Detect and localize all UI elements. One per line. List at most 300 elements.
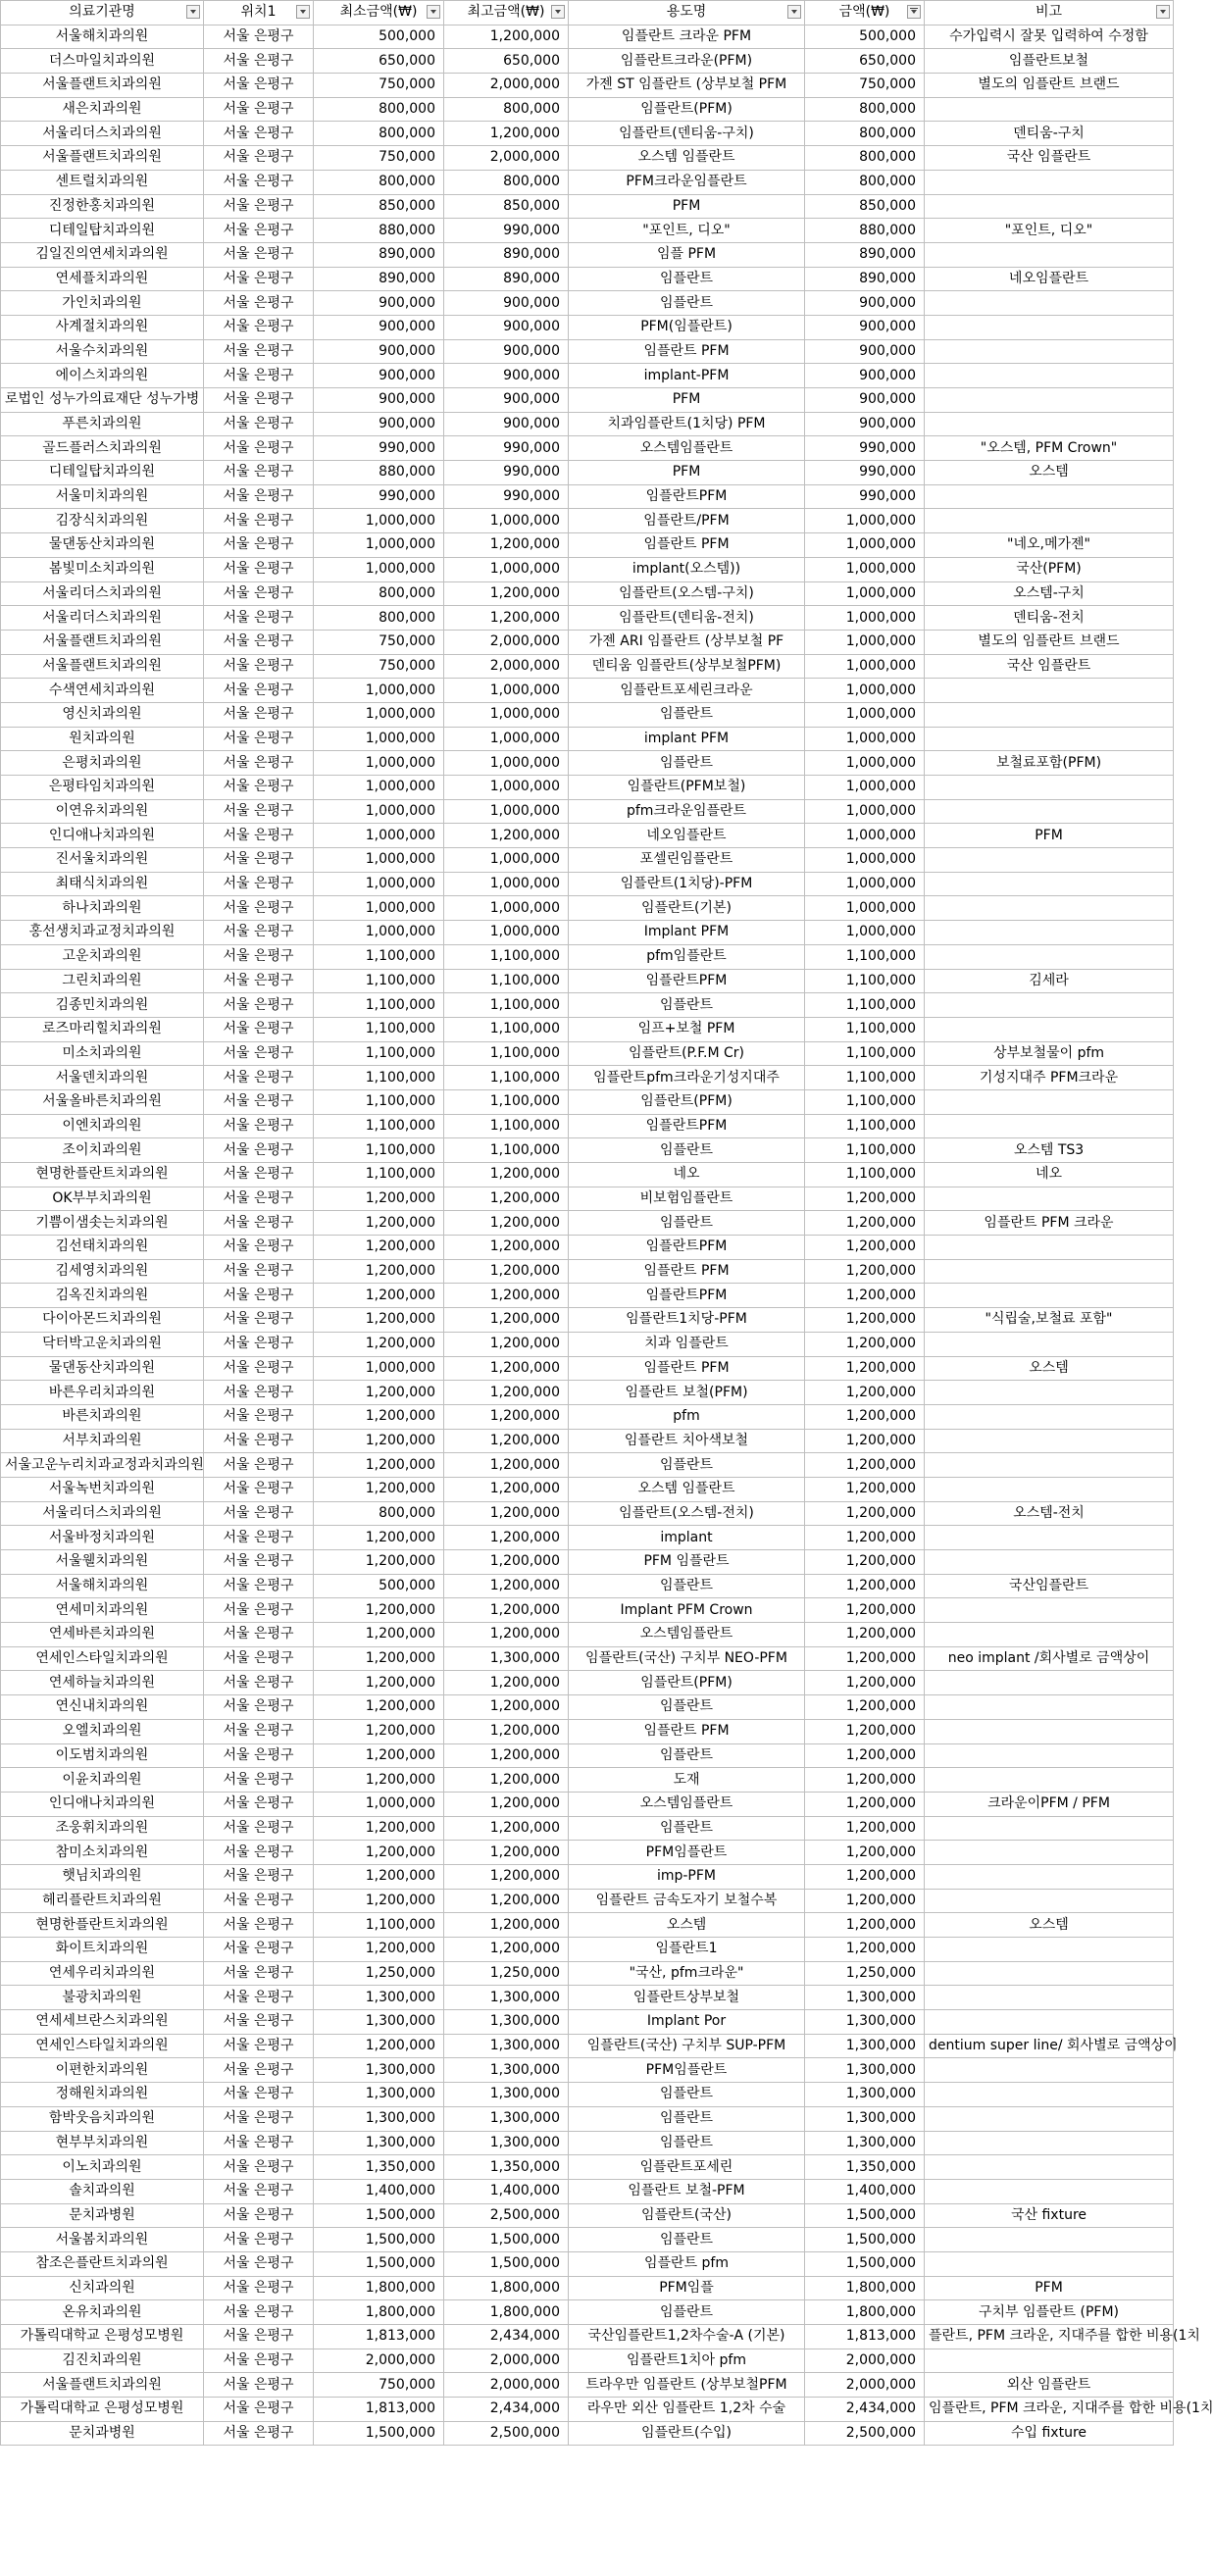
note-cell[interactable] xyxy=(925,1404,1174,1429)
min-price-cell[interactable]: 1,200,000 xyxy=(314,1404,444,1429)
location-cell[interactable]: 서울 은평구 xyxy=(204,2106,314,2131)
usage-cell[interactable]: 덴티움 임플란트(상부보철PFM) xyxy=(569,654,805,679)
hospital-name-cell[interactable]: 서울플랜트치과의원 xyxy=(1,630,204,654)
amount-cell[interactable]: 1,000,000 xyxy=(805,606,925,631)
hospital-name-cell[interactable]: 조이치과의원 xyxy=(1,1138,204,1163)
note-cell[interactable] xyxy=(925,2251,1174,2276)
min-price-cell[interactable]: 1,200,000 xyxy=(314,1623,444,1647)
usage-cell[interactable]: 임플란트 xyxy=(569,751,805,776)
note-cell[interactable] xyxy=(925,339,1174,364)
min-price-cell[interactable]: 1,500,000 xyxy=(314,2421,444,2446)
max-price-cell[interactable]: 900,000 xyxy=(444,291,569,316)
min-price-cell[interactable]: 1,100,000 xyxy=(314,944,444,969)
usage-cell[interactable]: 임플란트 xyxy=(569,993,805,1018)
usage-cell[interactable]: 임플란트(기본) xyxy=(569,896,805,921)
usage-cell[interactable]: Implant Por xyxy=(569,2010,805,2035)
location-cell[interactable]: 서울 은평구 xyxy=(204,364,314,388)
note-cell[interactable]: neo implant /회사별로 금액상이 xyxy=(925,1646,1174,1671)
min-price-cell[interactable]: 750,000 xyxy=(314,654,444,679)
location-cell[interactable]: 서울 은평구 xyxy=(204,1284,314,1308)
min-price-cell[interactable]: 1,000,000 xyxy=(314,727,444,751)
hospital-name-cell[interactable]: 새은치과의원 xyxy=(1,97,204,122)
usage-cell[interactable]: PFM크라운임플란트 xyxy=(569,170,805,194)
min-price-cell[interactable]: 1,200,000 xyxy=(314,2034,444,2058)
hospital-name-cell[interactable]: 사계절치과의원 xyxy=(1,315,204,339)
location-cell[interactable]: 서울 은평구 xyxy=(204,1938,314,1962)
hospital-name-cell[interactable]: 오엘치과의원 xyxy=(1,1719,204,1743)
max-price-cell[interactable]: 1,100,000 xyxy=(444,1041,569,1066)
location-cell[interactable]: 서울 은평구 xyxy=(204,969,314,993)
min-price-cell[interactable]: 1,100,000 xyxy=(314,993,444,1018)
amount-cell[interactable]: 1,100,000 xyxy=(805,1138,925,1163)
max-price-cell[interactable]: 1,200,000 xyxy=(444,1211,569,1236)
min-price-cell[interactable]: 1,200,000 xyxy=(314,1646,444,1671)
usage-cell[interactable]: pfm xyxy=(569,1404,805,1429)
amount-cell[interactable]: 1,250,000 xyxy=(805,1961,925,1986)
usage-cell[interactable]: 임플란트PFM xyxy=(569,1284,805,1308)
location-cell[interactable]: 서울 은평구 xyxy=(204,1211,314,1236)
hospital-name-cell[interactable]: 김진치과의원 xyxy=(1,2349,204,2373)
usage-cell[interactable]: 포셀린임플란트 xyxy=(569,848,805,873)
amount-cell[interactable]: 1,000,000 xyxy=(805,630,925,654)
location-cell[interactable]: 서울 은평구 xyxy=(204,1308,314,1333)
note-cell[interactable] xyxy=(925,170,1174,194)
amount-cell[interactable]: 1,200,000 xyxy=(805,1598,925,1623)
min-price-cell[interactable]: 1,250,000 xyxy=(314,1961,444,1986)
max-price-cell[interactable]: 1,200,000 xyxy=(444,1187,569,1211)
hospital-name-cell[interactable]: 고운치과의원 xyxy=(1,944,204,969)
amount-cell[interactable]: 880,000 xyxy=(805,219,925,243)
hospital-name-cell[interactable]: 연세인스타일치과의원 xyxy=(1,1646,204,1671)
amount-cell[interactable]: 1,100,000 xyxy=(805,1066,925,1090)
min-price-cell[interactable]: 1,200,000 xyxy=(314,1864,444,1889)
note-cell[interactable] xyxy=(925,1017,1174,1041)
min-price-cell[interactable]: 1,500,000 xyxy=(314,2228,444,2252)
location-cell[interactable]: 서울 은평구 xyxy=(204,1623,314,1647)
hospital-name-cell[interactable]: 연세하늘치과의원 xyxy=(1,1671,204,1695)
max-price-cell[interactable]: 1,000,000 xyxy=(444,727,569,751)
location-cell[interactable]: 서울 은평구 xyxy=(204,1138,314,1163)
min-price-cell[interactable]: 1,200,000 xyxy=(314,1938,444,1962)
location-cell[interactable]: 서울 은평구 xyxy=(204,1114,314,1138)
usage-cell[interactable]: 임플란트PFM xyxy=(569,969,805,993)
hospital-name-cell[interactable]: 문치과병원 xyxy=(1,2203,204,2228)
usage-cell[interactable]: implant xyxy=(569,1526,805,1550)
min-price-cell[interactable]: 2,000,000 xyxy=(314,2349,444,2373)
hospital-name-cell[interactable]: 인디애나치과의원 xyxy=(1,824,204,848)
max-price-cell[interactable]: 1,200,000 xyxy=(444,1477,569,1501)
amount-cell[interactable]: 1,000,000 xyxy=(805,799,925,824)
location-cell[interactable]: 서울 은평구 xyxy=(204,2251,314,2276)
usage-cell[interactable]: 임플란트pfm크라운기성지대주 xyxy=(569,1066,805,1090)
location-cell[interactable]: 서울 은평구 xyxy=(204,921,314,945)
location-cell[interactable]: 서울 은평구 xyxy=(204,1017,314,1041)
location-cell[interactable]: 서울 은평구 xyxy=(204,1671,314,1695)
max-price-cell[interactable]: 1,200,000 xyxy=(444,1623,569,1647)
amount-cell[interactable]: 1,200,000 xyxy=(805,1646,925,1671)
hospital-name-cell[interactable]: 김선태치과의원 xyxy=(1,1236,204,1260)
note-cell[interactable]: PFM xyxy=(925,2276,1174,2300)
usage-cell[interactable]: 임플란트 xyxy=(569,702,805,727)
note-cell[interactable] xyxy=(925,2106,1174,2131)
hospital-name-cell[interactable]: 정해원치과의원 xyxy=(1,2083,204,2107)
usage-cell[interactable]: 임플란트 xyxy=(569,2106,805,2131)
location-cell[interactable]: 서울 은평구 xyxy=(204,461,314,485)
note-cell[interactable]: 상부보철물이 pfm xyxy=(925,1041,1174,1066)
hospital-name-cell[interactable]: 서울미치과의원 xyxy=(1,484,204,509)
hospital-name-cell[interactable]: 김세영치과의원 xyxy=(1,1259,204,1284)
note-cell[interactable]: "포인트, 디오" xyxy=(925,219,1174,243)
amount-cell[interactable]: 1,200,000 xyxy=(805,1889,925,1913)
min-price-cell[interactable]: 750,000 xyxy=(314,630,444,654)
note-cell[interactable] xyxy=(925,1961,1174,1986)
note-cell[interactable]: 크라운이PFM / PFM xyxy=(925,1792,1174,1816)
min-price-cell[interactable]: 800,000 xyxy=(314,97,444,122)
location-cell[interactable]: 서울 은평구 xyxy=(204,339,314,364)
location-cell[interactable]: 서울 은평구 xyxy=(204,242,314,267)
note-cell[interactable] xyxy=(925,1598,1174,1623)
note-cell[interactable]: 국산 fixture xyxy=(925,2203,1174,2228)
location-cell[interactable]: 서울 은평구 xyxy=(204,1526,314,1550)
min-price-cell[interactable]: 1,350,000 xyxy=(314,2155,444,2180)
hospital-name-cell[interactable]: 헤리플란트치과의원 xyxy=(1,1889,204,1913)
min-price-cell[interactable]: 1,000,000 xyxy=(314,751,444,776)
usage-cell[interactable]: 치과임플란트(1치당) PFM xyxy=(569,412,805,436)
note-cell[interactable] xyxy=(925,727,1174,751)
max-price-cell[interactable]: 2,000,000 xyxy=(444,146,569,171)
amount-cell[interactable]: 1,200,000 xyxy=(805,1308,925,1333)
amount-cell[interactable]: 1,800,000 xyxy=(805,2276,925,2300)
note-cell[interactable] xyxy=(925,1768,1174,1793)
note-cell[interactable]: 수입 fixture xyxy=(925,2421,1174,2446)
amount-cell[interactable]: 1,100,000 xyxy=(805,1089,925,1114)
usage-cell[interactable]: 임플란트 xyxy=(569,1743,805,1768)
usage-cell[interactable]: 가젠 ST 임플란트 (상부보철 PFM xyxy=(569,74,805,98)
header-max-price[interactable]: 최고금액(₩) xyxy=(444,1,569,25)
usage-cell[interactable]: PFM 임플란트 xyxy=(569,1550,805,1575)
hospital-name-cell[interactable]: 최태식치과의원 xyxy=(1,872,204,896)
hospital-name-cell[interactable]: 연세플치과의원 xyxy=(1,267,204,291)
amount-cell[interactable]: 750,000 xyxy=(805,74,925,98)
location-cell[interactable]: 서울 은평구 xyxy=(204,1986,314,2010)
usage-cell[interactable]: 임플란트PFM xyxy=(569,484,805,509)
location-cell[interactable]: 서울 은평구 xyxy=(204,2325,314,2349)
filter-dropdown-icon[interactable] xyxy=(551,5,565,19)
note-cell[interactable]: 플란트, PFM 크라운, 지대주를 합한 비용(1치 xyxy=(925,2325,1174,2349)
amount-cell[interactable]: 1,200,000 xyxy=(805,1768,925,1793)
amount-cell[interactable]: 1,500,000 xyxy=(805,2228,925,2252)
usage-cell[interactable]: 오스템 xyxy=(569,1913,805,1938)
location-cell[interactable]: 서울 은평구 xyxy=(204,581,314,606)
amount-cell[interactable]: 1,500,000 xyxy=(805,2251,925,2276)
max-price-cell[interactable]: 1,200,000 xyxy=(444,1671,569,1695)
hospital-name-cell[interactable]: 하나치과의원 xyxy=(1,896,204,921)
usage-cell[interactable]: 임플란트(PFM) xyxy=(569,97,805,122)
usage-cell[interactable]: 임플란트(수입) xyxy=(569,2421,805,2446)
max-price-cell[interactable]: 800,000 xyxy=(444,170,569,194)
hospital-name-cell[interactable]: 김일진의연세치과의원 xyxy=(1,242,204,267)
max-price-cell[interactable]: 2,500,000 xyxy=(444,2203,569,2228)
amount-cell[interactable]: 1,200,000 xyxy=(805,1526,925,1550)
max-price-cell[interactable]: 1,100,000 xyxy=(444,1017,569,1041)
amount-cell[interactable]: 1,200,000 xyxy=(805,1211,925,1236)
max-price-cell[interactable]: 1,300,000 xyxy=(444,2106,569,2131)
note-cell[interactable] xyxy=(925,1332,1174,1356)
usage-cell[interactable]: PFM xyxy=(569,388,805,413)
usage-cell[interactable]: "포인트, 디오" xyxy=(569,219,805,243)
hospital-name-cell[interactable]: 솔치과의원 xyxy=(1,2179,204,2203)
min-price-cell[interactable]: 1,100,000 xyxy=(314,1041,444,1066)
usage-cell[interactable]: 임플란트 PFM xyxy=(569,1719,805,1743)
min-price-cell[interactable]: 1,300,000 xyxy=(314,2083,444,2107)
note-cell[interactable]: 덴티움-전치 xyxy=(925,606,1174,631)
min-price-cell[interactable]: 900,000 xyxy=(314,339,444,364)
max-price-cell[interactable]: 1,200,000 xyxy=(444,1768,569,1793)
usage-cell[interactable]: 임플란트(오스템-구치) xyxy=(569,581,805,606)
hospital-name-cell[interactable]: 서울플랜트치과의원 xyxy=(1,146,204,171)
note-cell[interactable] xyxy=(925,2010,1174,2035)
hospital-name-cell[interactable]: 디테일탑치과의원 xyxy=(1,219,204,243)
note-cell[interactable] xyxy=(925,1695,1174,1720)
usage-cell[interactable]: 오스템임플란트 xyxy=(569,1623,805,1647)
location-cell[interactable]: 서울 은평구 xyxy=(204,1477,314,1501)
note-cell[interactable] xyxy=(925,848,1174,873)
max-price-cell[interactable]: 1,300,000 xyxy=(444,2058,569,2083)
min-price-cell[interactable]: 650,000 xyxy=(314,49,444,74)
location-cell[interactable]: 서울 은평구 xyxy=(204,2058,314,2083)
location-cell[interactable]: 서울 은평구 xyxy=(204,170,314,194)
amount-cell[interactable]: 1,200,000 xyxy=(805,1356,925,1381)
location-cell[interactable]: 서울 은평구 xyxy=(204,776,314,800)
note-cell[interactable] xyxy=(925,1236,1174,1260)
location-cell[interactable]: 서울 은평구 xyxy=(204,1695,314,1720)
hospital-name-cell[interactable]: 연세세브란스치과의원 xyxy=(1,2010,204,2035)
max-price-cell[interactable]: 1,200,000 xyxy=(444,1332,569,1356)
max-price-cell[interactable]: 850,000 xyxy=(444,194,569,219)
location-cell[interactable]: 서울 은평구 xyxy=(204,484,314,509)
amount-cell[interactable]: 900,000 xyxy=(805,388,925,413)
usage-cell[interactable]: pfm크라운임플란트 xyxy=(569,799,805,824)
usage-cell[interactable]: 임플란트 xyxy=(569,2083,805,2107)
usage-cell[interactable]: 임플란트 xyxy=(569,1211,805,1236)
location-cell[interactable]: 서울 은평구 xyxy=(204,1841,314,1865)
min-price-cell[interactable]: 1,200,000 xyxy=(314,1381,444,1405)
amount-cell[interactable]: 1,200,000 xyxy=(805,1695,925,1720)
amount-cell[interactable]: 1,200,000 xyxy=(805,1236,925,1260)
location-cell[interactable]: 서울 은평구 xyxy=(204,824,314,848)
note-cell[interactable] xyxy=(925,315,1174,339)
usage-cell[interactable]: 임플란트PFM xyxy=(569,1236,805,1260)
note-cell[interactable] xyxy=(925,776,1174,800)
max-price-cell[interactable]: 1,000,000 xyxy=(444,557,569,581)
note-cell[interactable] xyxy=(925,896,1174,921)
amount-cell[interactable]: 1,000,000 xyxy=(805,824,925,848)
min-price-cell[interactable]: 1,200,000 xyxy=(314,1453,444,1478)
amount-cell[interactable]: 1,200,000 xyxy=(805,1743,925,1768)
hospital-name-cell[interactable]: 이연유치과의원 xyxy=(1,799,204,824)
amount-cell[interactable]: 1,100,000 xyxy=(805,969,925,993)
location-cell[interactable]: 서울 은평구 xyxy=(204,702,314,727)
hospital-name-cell[interactable]: 연세미치과의원 xyxy=(1,1598,204,1623)
amount-cell[interactable]: 650,000 xyxy=(805,49,925,74)
amount-cell[interactable]: 1,000,000 xyxy=(805,848,925,873)
amount-cell[interactable]: 1,200,000 xyxy=(805,1381,925,1405)
max-price-cell[interactable]: 1,200,000 xyxy=(444,1598,569,1623)
location-cell[interactable]: 서울 은평구 xyxy=(204,1187,314,1211)
note-cell[interactable] xyxy=(925,799,1174,824)
hospital-name-cell[interactable]: 그린치과의원 xyxy=(1,969,204,993)
hospital-name-cell[interactable]: 물댄동산치과의원 xyxy=(1,533,204,558)
hospital-name-cell[interactable]: 은평치과의원 xyxy=(1,751,204,776)
hospital-name-cell[interactable]: 신치과의원 xyxy=(1,2276,204,2300)
amount-cell[interactable]: 800,000 xyxy=(805,170,925,194)
usage-cell[interactable]: PFM임플란트 xyxy=(569,2058,805,2083)
usage-cell[interactable]: 임플란트상부보철 xyxy=(569,1986,805,2010)
header-hospital-name[interactable]: 의료기관명 xyxy=(1,1,204,25)
note-cell[interactable]: 오스템 xyxy=(925,461,1174,485)
note-cell[interactable] xyxy=(925,1284,1174,1308)
min-price-cell[interactable]: 1,500,000 xyxy=(314,2203,444,2228)
location-cell[interactable]: 서울 은평구 xyxy=(204,74,314,98)
max-price-cell[interactable]: 1,200,000 xyxy=(444,1526,569,1550)
hospital-name-cell[interactable]: 이편한치과의원 xyxy=(1,2058,204,2083)
min-price-cell[interactable]: 750,000 xyxy=(314,146,444,171)
note-cell[interactable]: 국산(PFM) xyxy=(925,557,1174,581)
location-cell[interactable]: 서울 은평구 xyxy=(204,97,314,122)
min-price-cell[interactable]: 1,200,000 xyxy=(314,1768,444,1793)
min-price-cell[interactable]: 1,200,000 xyxy=(314,1308,444,1333)
max-price-cell[interactable]: 1,200,000 xyxy=(444,1816,569,1841)
min-price-cell[interactable]: 500,000 xyxy=(314,1574,444,1598)
amount-cell[interactable]: 1,200,000 xyxy=(805,1187,925,1211)
hospital-name-cell[interactable]: 서울고운누리치과교정과치과의원 xyxy=(1,1453,204,1478)
note-cell[interactable] xyxy=(925,2058,1174,2083)
amount-cell[interactable]: 1,200,000 xyxy=(805,1550,925,1575)
max-price-cell[interactable]: 1,200,000 xyxy=(444,533,569,558)
location-cell[interactable]: 서울 은평구 xyxy=(204,412,314,436)
min-price-cell[interactable]: 880,000 xyxy=(314,461,444,485)
max-price-cell[interactable]: 900,000 xyxy=(444,412,569,436)
note-cell[interactable] xyxy=(925,1743,1174,1768)
location-cell[interactable]: 서울 은평구 xyxy=(204,1332,314,1356)
header-note[interactable]: 비고 xyxy=(925,1,1174,25)
min-price-cell[interactable]: 1,000,000 xyxy=(314,872,444,896)
min-price-cell[interactable]: 1,300,000 xyxy=(314,1986,444,2010)
location-cell[interactable]: 서울 은평구 xyxy=(204,606,314,631)
max-price-cell[interactable]: 1,200,000 xyxy=(444,581,569,606)
amount-cell[interactable]: 990,000 xyxy=(805,461,925,485)
usage-cell[interactable]: PFM(임플란트) xyxy=(569,315,805,339)
max-price-cell[interactable]: 1,000,000 xyxy=(444,679,569,703)
hospital-name-cell[interactable]: 이엔치과의원 xyxy=(1,1114,204,1138)
min-price-cell[interactable]: 1,000,000 xyxy=(314,799,444,824)
header-usage[interactable]: 용도명 xyxy=(569,1,805,25)
location-cell[interactable]: 서울 은평구 xyxy=(204,2155,314,2180)
amount-cell[interactable]: 1,300,000 xyxy=(805,2034,925,2058)
note-cell[interactable] xyxy=(925,1453,1174,1478)
amount-cell[interactable]: 1,300,000 xyxy=(805,2131,925,2155)
min-price-cell[interactable]: 1,100,000 xyxy=(314,969,444,993)
amount-cell[interactable]: 1,000,000 xyxy=(805,533,925,558)
location-cell[interactable]: 서울 은평구 xyxy=(204,1550,314,1575)
max-price-cell[interactable]: 2,000,000 xyxy=(444,2349,569,2373)
max-price-cell[interactable]: 1,200,000 xyxy=(444,606,569,631)
location-cell[interactable]: 서울 은평구 xyxy=(204,1574,314,1598)
hospital-name-cell[interactable]: 진정한홍치과의원 xyxy=(1,194,204,219)
min-price-cell[interactable]: 1,200,000 xyxy=(314,1695,444,1720)
amount-cell[interactable]: 1,000,000 xyxy=(805,727,925,751)
max-price-cell[interactable]: 1,800,000 xyxy=(444,2276,569,2300)
location-cell[interactable]: 서울 은평구 xyxy=(204,2034,314,2058)
note-cell[interactable] xyxy=(925,1526,1174,1550)
min-price-cell[interactable]: 1,000,000 xyxy=(314,921,444,945)
min-price-cell[interactable]: 1,200,000 xyxy=(314,1211,444,1236)
header-amount[interactable]: 금액(₩) xyxy=(805,1,925,25)
min-price-cell[interactable]: 1,800,000 xyxy=(314,2300,444,2325)
hospital-name-cell[interactable]: 로법인 성누가의료재단 성누가병 xyxy=(1,388,204,413)
max-price-cell[interactable]: 1,200,000 xyxy=(444,1429,569,1453)
location-cell[interactable]: 서울 은평구 xyxy=(204,1792,314,1816)
location-cell[interactable]: 서울 은평구 xyxy=(204,49,314,74)
max-price-cell[interactable]: 2,500,000 xyxy=(444,2421,569,2446)
usage-cell[interactable]: PFM xyxy=(569,461,805,485)
hospital-name-cell[interactable]: 이도범치과의원 xyxy=(1,1743,204,1768)
hospital-name-cell[interactable]: 햇님치과의원 xyxy=(1,1864,204,1889)
note-cell[interactable]: 구치부 임플란트 (PFM) xyxy=(925,2300,1174,2325)
max-price-cell[interactable]: 1,000,000 xyxy=(444,776,569,800)
min-price-cell[interactable]: 1,300,000 xyxy=(314,2106,444,2131)
usage-cell[interactable]: 임플란트 치아색보철 xyxy=(569,1429,805,1453)
hospital-name-cell[interactable]: 이윤치과의원 xyxy=(1,1768,204,1793)
amount-cell[interactable]: 1,300,000 xyxy=(805,2058,925,2083)
min-price-cell[interactable]: 1,200,000 xyxy=(314,1743,444,1768)
usage-cell[interactable]: 임플란트(PFM보철) xyxy=(569,776,805,800)
max-price-cell[interactable]: 1,000,000 xyxy=(444,896,569,921)
location-cell[interactable]: 서울 은평구 xyxy=(204,1429,314,1453)
sort-filter-icon[interactable] xyxy=(907,5,921,19)
note-cell[interactable]: 임플란트 PFM 크라운 xyxy=(925,1211,1174,1236)
max-price-cell[interactable]: 1,300,000 xyxy=(444,1646,569,1671)
note-cell[interactable] xyxy=(925,1114,1174,1138)
hospital-name-cell[interactable]: 은평타임치과의원 xyxy=(1,776,204,800)
max-price-cell[interactable]: 1,200,000 xyxy=(444,1501,569,1526)
max-price-cell[interactable]: 1,200,000 xyxy=(444,1792,569,1816)
hospital-name-cell[interactable]: 에이스치과의원 xyxy=(1,364,204,388)
min-price-cell[interactable]: 800,000 xyxy=(314,170,444,194)
min-price-cell[interactable]: 1,200,000 xyxy=(314,1719,444,1743)
max-price-cell[interactable]: 1,100,000 xyxy=(444,1114,569,1138)
max-price-cell[interactable]: 2,434,000 xyxy=(444,2398,569,2422)
amount-cell[interactable]: 1,000,000 xyxy=(805,776,925,800)
min-price-cell[interactable]: 900,000 xyxy=(314,315,444,339)
amount-cell[interactable]: 1,000,000 xyxy=(805,751,925,776)
hospital-name-cell[interactable]: OK부부치과의원 xyxy=(1,1187,204,1211)
usage-cell[interactable]: 임플란트(국산) 구치부 NEO-PFM xyxy=(569,1646,805,1671)
usage-cell[interactable]: 임플란트 xyxy=(569,291,805,316)
note-cell[interactable] xyxy=(925,1719,1174,1743)
max-price-cell[interactable]: 2,000,000 xyxy=(444,654,569,679)
max-price-cell[interactable]: 1,200,000 xyxy=(444,1381,569,1405)
amount-cell[interactable]: 1,000,000 xyxy=(805,679,925,703)
min-price-cell[interactable]: 750,000 xyxy=(314,74,444,98)
note-cell[interactable] xyxy=(925,1816,1174,1841)
max-price-cell[interactable]: 1,000,000 xyxy=(444,799,569,824)
note-cell[interactable]: "네오,메가젠" xyxy=(925,533,1174,558)
note-cell[interactable]: 별도의 임플란트 브랜드 xyxy=(925,74,1174,98)
location-cell[interactable]: 서울 은평구 xyxy=(204,2300,314,2325)
amount-cell[interactable]: 1,200,000 xyxy=(805,1477,925,1501)
max-price-cell[interactable]: 1,200,000 xyxy=(444,1695,569,1720)
